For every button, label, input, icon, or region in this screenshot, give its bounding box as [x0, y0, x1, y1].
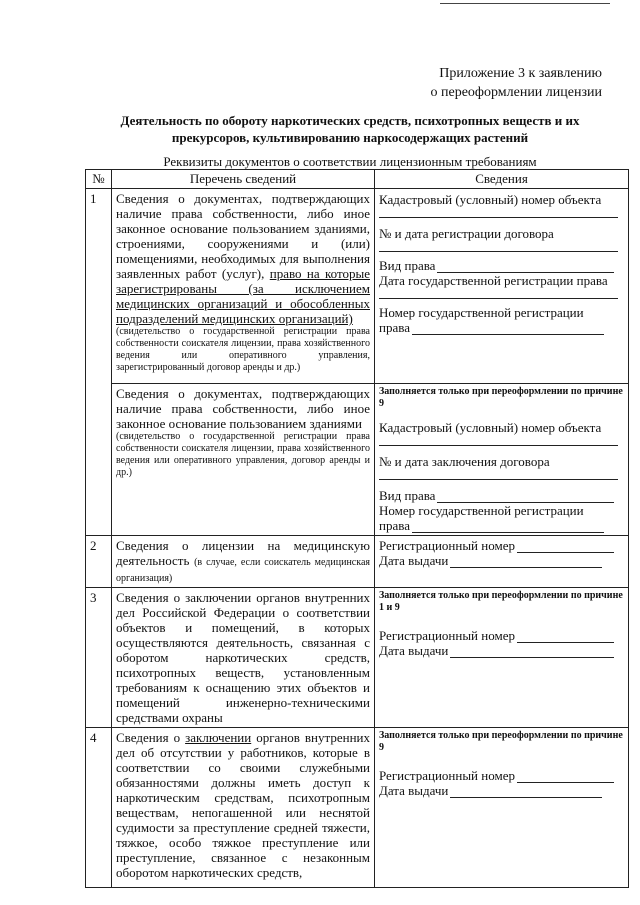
field-label: Дата выдачи [379, 553, 449, 568]
row-fields [375, 536, 629, 588]
fill-condition-note: Заполняется только при переоформлении по причине 9 [379, 730, 623, 753]
field-label: Дата выдачи [379, 643, 449, 658]
field-contract-line[interactable] [379, 241, 618, 252]
row-number: 3 [86, 588, 112, 728]
row-description: Сведения о заключении органов внутренних дел Российской Федерации о соответствии объектов и помещений, в которых осуществляются деятельность, связанная с оборотом наркотических средств, психотропных веществ, установленным требованиям к оснащению этих объектов и помещений инженерно-техническими средствами охраны [112, 588, 375, 728]
row-fields [375, 189, 629, 384]
field-right-type[interactable] [379, 258, 624, 273]
field-cadastral: Кадастровый (условный) номер объекта [379, 420, 602, 435]
requirements-table [85, 169, 629, 888]
field-cadastral-line[interactable] [379, 435, 618, 446]
field-registration-number[interactable] [379, 538, 624, 553]
row-number: 4 [86, 728, 112, 888]
field-issue-date[interactable] [379, 643, 624, 658]
description-note: (свидетельство о государственной регистрации права собственности соискателя лицензии, права хозяйственного ведения или оперативного управления, зарегистрированный договор аренды и др.) [116, 326, 370, 373]
field-line [450, 646, 614, 658]
field-registration-number-line[interactable] [379, 518, 624, 533]
field-contract: № и дата регистрации договора [379, 226, 554, 241]
field-line [517, 631, 614, 643]
field-line [412, 323, 604, 335]
document-title [90, 112, 610, 146]
table-row [86, 536, 629, 588]
table-row [86, 588, 629, 728]
top-rule [440, 3, 610, 4]
table-row [86, 189, 629, 384]
table-row [86, 728, 629, 888]
field-registration-date-line[interactable] [379, 288, 618, 299]
field-cadastral-line[interactable] [379, 207, 618, 218]
field-label: Регистрационный номер [379, 538, 515, 553]
field-label: Регистрационный номер [379, 768, 515, 783]
field-label: Вид права [379, 258, 436, 273]
description-text: Сведения о документах, подтверждающих наличие права собственности, либо иное законное основание пользованием зданиями, строениями, сооружениями и (или) помещениями, необходимых для выполнения заявленных работ (услуг), [116, 191, 370, 281]
title-line-1: Деятельность по обороту наркотических средств, психотропных веществ и их [120, 113, 580, 128]
field-line [437, 491, 614, 503]
field-issue-date[interactable] [379, 783, 624, 798]
row-description [112, 384, 375, 536]
row-fields [375, 728, 629, 888]
description-underlined: заключении [185, 730, 252, 745]
field-registration-date: Дата государственной регистрации права [379, 273, 608, 288]
row-description [112, 536, 375, 588]
field-line [517, 541, 614, 553]
row-description [112, 189, 375, 384]
field-right-type[interactable] [379, 488, 624, 503]
description-text: органов внутренних дел об отсутствии у работников, которые в соответствии со своими служебными обязанностями должны иметь доступ к наркотическим средствам, психотропным веществам, непогашенной или неснятой судимости за преступление средней тяжести, тяжкое, особо тяжкое преступление или преступление, связанное с незаконным оборотом наркотических средств, [116, 730, 370, 880]
field-registration-number-line[interactable] [379, 320, 624, 335]
row-number: 1 [86, 189, 112, 536]
appendix-header [430, 64, 602, 102]
field-label: Вид права [379, 488, 436, 503]
field-label: Регистрационный номер [379, 628, 515, 643]
row-fields [375, 588, 629, 728]
table-row [86, 384, 629, 536]
fill-condition-note: Заполняется только при переоформлении по причине 9 [379, 386, 623, 409]
description-text: Сведения о лицензии на медицинскую деятельность [116, 538, 370, 568]
description-note: (свидетельство о государственной регистрации права собственности соискателя лицензии, права хозяйственного ведения или оперативного управления, договор аренды и др.) [116, 431, 370, 478]
field-label: права [379, 320, 410, 335]
field-registration-number: Номер государственной регистрации [379, 305, 584, 320]
table-caption: Реквизиты документов о соответствии лицензионным требованиям [163, 154, 537, 169]
field-line [437, 261, 614, 273]
col-header-info: Сведения [375, 170, 629, 189]
title-line-2: прекурсоров, культивированию наркосодержащих растений [171, 130, 529, 145]
field-line [450, 786, 602, 798]
row-fields [375, 384, 629, 536]
col-header-list: Перечень сведений [112, 170, 375, 189]
field-label: Дата выдачи [379, 783, 449, 798]
description-text: Сведения о документах, подтверждающих наличие права собственности, либо иное законное основание пользованием зданиями [116, 386, 370, 431]
description-prefix: Сведения о [116, 730, 181, 745]
field-issue-date[interactable] [379, 553, 624, 568]
field-registration-number: Номер государственной регистрации [379, 503, 584, 518]
field-registration-number[interactable] [379, 768, 624, 783]
table-header-row [86, 170, 629, 189]
row-description [112, 728, 375, 888]
row-number: 2 [86, 536, 112, 588]
field-cadastral: Кадастровый (условный) номер объекта [379, 192, 602, 207]
field-line [450, 556, 602, 568]
field-label: права [379, 518, 410, 533]
appendix-line-1: Приложение 3 к заявлению [439, 66, 602, 81]
field-line [517, 771, 614, 783]
appendix-line-2: о переоформлении лицензии [430, 85, 602, 100]
description-note: (в случае, если соискатель медицинская организация) [116, 557, 370, 584]
field-contract: № и дата заключения договора [379, 454, 550, 469]
description-underlined: право на которые зарегистрированы (за исключением медицинских организаций и обособленных подразделений медицинских организаций) [116, 266, 370, 326]
col-header-number: № [86, 170, 112, 189]
field-registration-number[interactable] [379, 628, 624, 643]
fill-condition-note: Заполняется только при переоформлении по причине 1 и 9 [379, 590, 623, 613]
field-line [412, 521, 604, 533]
field-contract-line[interactable] [379, 469, 618, 480]
